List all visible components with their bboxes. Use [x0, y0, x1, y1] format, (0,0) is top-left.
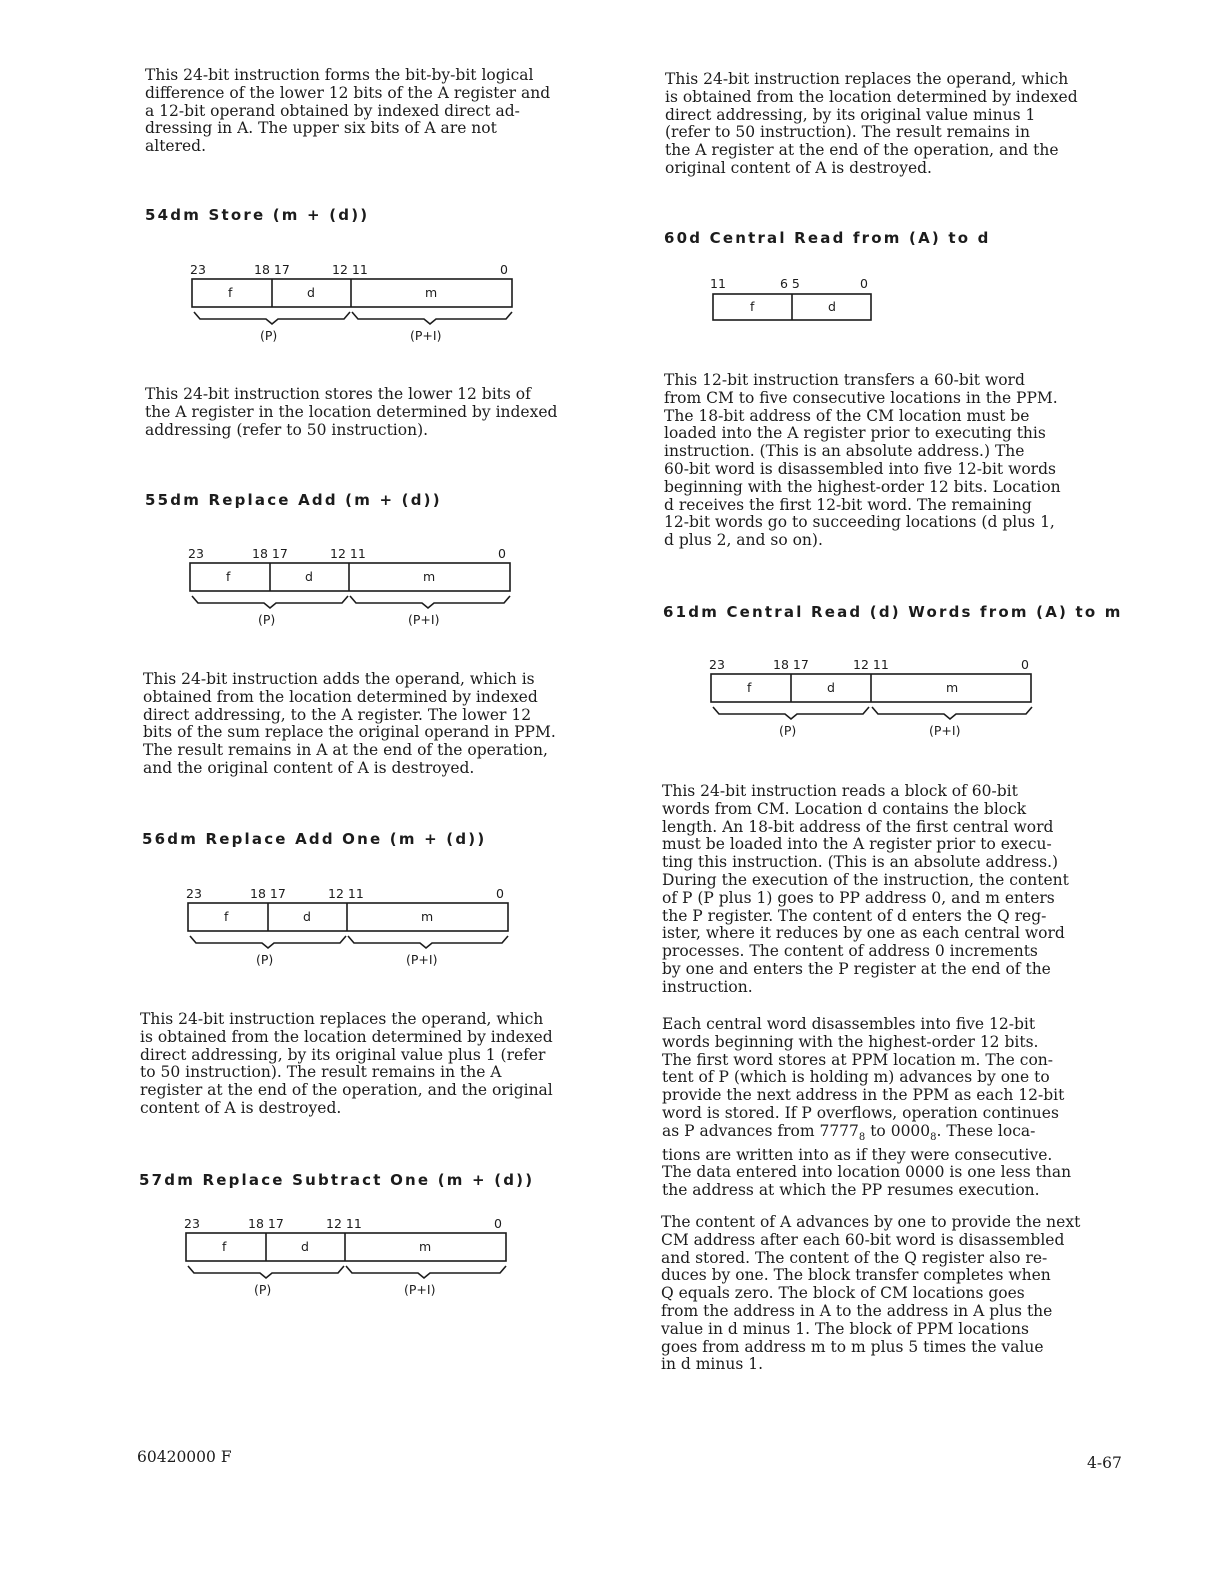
- instruction-format-60d: [710, 275, 885, 325]
- register-box: [186, 1233, 506, 1261]
- bit-label: 12 11: [853, 657, 889, 672]
- field-d: d: [828, 299, 836, 314]
- bit-label: 12 11: [330, 546, 366, 561]
- field-f: f: [750, 299, 755, 314]
- bracket-label-p: (P): [256, 952, 274, 967]
- bit-label: 0: [496, 886, 504, 901]
- instruction-format-61dm: [709, 657, 1039, 739]
- heading-60d: 60d Central Read from (A) to d: [664, 229, 991, 247]
- description-54dm: This 24-bit instruction stores the lower 12 bits of the A register in the location determined by indexed addressing (refer to 50 instruction).: [145, 385, 558, 439]
- heading-61dm: 61dm Central Read (d) Words from (A) to m: [663, 603, 1123, 621]
- bracket-label-p1: (P+I): [406, 952, 438, 967]
- bracket-p: [190, 936, 346, 948]
- field-m: m: [423, 569, 436, 584]
- bit-label: 6 5: [780, 276, 800, 291]
- description-61dm-paragraph-3: The content of A advances by one to provide the next CM address after each 60-bit word is disassembled and stored. The content of the Q register also re- duces by one. The block transfer completes when Q equals zero. The block of CM locations goes from the address in A to the address in A plus the value in d minus 1. The block of PPM locations goes from address m to m plus 5 times the value in d minus 1.: [661, 1213, 1081, 1374]
- field-d: d: [301, 1239, 309, 1254]
- bracket-label-p: (P): [260, 328, 278, 343]
- field-d: d: [303, 909, 311, 924]
- description-56dm: This 24-bit instruction replaces the operand, which is obtained from the location determined by indexed direct addressing, by its original value plus 1 (refer to 50 instruction). The result remains in the A register at the end of the operation, and the original content of A is destroyed.: [140, 1010, 553, 1117]
- bit-label: 23: [186, 886, 202, 901]
- intro-paragraph-left: This 24-bit instruction forms the bit-by-bit logical difference of the lower 12 bits of the A register and a 12-bit operand obtained by indexed direct ad- dressing in A. The upper six bits of A are not altered.: [145, 66, 551, 156]
- register-box: [188, 903, 508, 931]
- field-f: f: [222, 1239, 227, 1254]
- instruction-format-55dm: [188, 546, 518, 628]
- field-m: m: [419, 1239, 432, 1254]
- bracket-label-p1: (P+I): [410, 328, 442, 343]
- paragraph-2-lead: Each central word disassembles into five 12-bit words beginning with the highest-order 12 bits. The first word stores at PPM location m. The con- tent of P (which is holding m) advances by one to provide the next address in the PPM as each 12-bit word is stored. If P overflows, operation continues as P advances from 7777: [662, 1015, 1065, 1140]
- bracket-label-p1: (P+I): [408, 612, 440, 627]
- intro-paragraph-right: This 24-bit instruction replaces the operand, which is obtained from the location determined by indexed direct addressing, by its original value minus 1 (refer to 50 instruction). The result remains in the A register at the end of the operation, and the original content of A is destroyed.: [665, 70, 1078, 177]
- bit-label: 11: [710, 276, 726, 291]
- bit-label: 23: [190, 262, 206, 277]
- heading-56dm: 56dm Replace Add One (m + (d)): [142, 830, 487, 848]
- page-number: 4-67: [1087, 1454, 1122, 1472]
- description-60d: This 12-bit instruction transfers a 60-bit word from CM to five consecutive locations in the PPM. The 18-bit address of the CM location must be loaded into the A register prior to executing this instruction. (This is an absolute address.) The 60-bit word is disassembled into five 12-bit words beginning with the highest-order 12 bits. Location d receives the first 12-bit word. The remaining 12-bit words go to succeeding locations (d plus 1, d plus 2, and so on).: [664, 371, 1061, 550]
- instruction-format-57dm: [184, 1216, 514, 1298]
- octal-to-word: to: [865, 1121, 891, 1140]
- bracket-label-p: (P): [779, 723, 797, 738]
- bit-label: 18 17: [254, 262, 290, 277]
- field-f: f: [226, 569, 231, 584]
- field-f: f: [747, 680, 752, 695]
- bit-label: 12 11: [326, 1216, 362, 1231]
- description-61dm-paragraph-1: This 24-bit instruction reads a block of 60-bit words from CM. Location d contains the block length. An 18-bit address of the first central word must be loaded into the A register prior to execu- ting this instruction. (This is an absolute address.) During the execution of the instruction, the content of P (P plus 1) goes to PP address 0, and m enters the P register. The content of d enters the Q reg- ister, where it reduces by one as each central word processes. The content of address 0 increments by one and enters the P register at the end of the instruction.: [662, 782, 1069, 996]
- bracket-label-p: (P): [258, 612, 276, 627]
- description-55dm: This 24-bit instruction adds the operand, which is obtained from the location determined by indexed direct addressing, to the A register. The lower 12 bits of the sum replace the original operand in PPM. The result remains in A at the end of the operation, and the original content of A is destroyed.: [143, 670, 556, 777]
- heading-57dm: 57dm Replace Subtract One (m + (d)): [139, 1171, 535, 1189]
- field-m: m: [421, 909, 434, 924]
- octal-subscript-1: 8: [858, 1131, 866, 1143]
- bit-label: 0: [498, 546, 506, 561]
- bracket-p: [194, 312, 350, 324]
- description-61dm-paragraph-2: [662, 1016, 1071, 1200]
- heading-55dm: 55dm Replace Add (m + (d)): [145, 491, 442, 509]
- bit-label: 18 17: [250, 886, 286, 901]
- bit-label: 0: [494, 1216, 502, 1231]
- heading-54dm: 54dm Store (m + (d)): [145, 206, 370, 224]
- field-f: f: [228, 285, 233, 300]
- bracket-label-p1: (P+I): [929, 723, 961, 738]
- instruction-format-54dm: [190, 262, 520, 344]
- bracket-label-p: (P): [254, 1282, 272, 1297]
- bracket-p: [713, 707, 869, 719]
- bit-label: 23: [184, 1216, 200, 1231]
- bracket-label-p1: (P+I): [404, 1282, 436, 1297]
- bracket-p1: [348, 936, 508, 948]
- bit-label: 18 17: [773, 657, 809, 672]
- bit-label: 12 11: [328, 886, 364, 901]
- field-d: d: [307, 285, 315, 300]
- field-m: m: [425, 285, 438, 300]
- document-number: 60420000 F: [137, 1448, 232, 1466]
- bracket-p: [192, 596, 348, 608]
- instruction-format-56dm: [186, 886, 516, 968]
- bracket-p1: [350, 596, 510, 608]
- bracket-p: [188, 1266, 344, 1278]
- field-f: f: [224, 909, 229, 924]
- bit-label: 0: [500, 262, 508, 277]
- field-m: m: [946, 680, 959, 695]
- field-d: d: [827, 680, 835, 695]
- field-d: d: [305, 569, 313, 584]
- bracket-p1: [352, 312, 512, 324]
- bit-label: 18 17: [252, 546, 288, 561]
- bit-label: 0: [860, 276, 868, 291]
- octal-value: 0000: [890, 1121, 931, 1140]
- register-box: [192, 279, 512, 307]
- bit-label: 18 17: [248, 1216, 284, 1231]
- bracket-p1: [346, 1266, 506, 1278]
- bit-label: 12 11: [332, 262, 368, 277]
- bit-label: 0: [1021, 657, 1029, 672]
- register-box: [190, 563, 510, 591]
- paragraph-2-tail: . These loca- tions are written into as if they were consecutive. The data entered into location 0000 is one less than the address at which the PP resumes execution.: [662, 1121, 1072, 1200]
- bracket-p1: [872, 707, 1032, 719]
- bit-label: 23: [709, 657, 725, 672]
- octal-subscript-2: 8: [930, 1131, 937, 1143]
- bit-label: 23: [188, 546, 204, 561]
